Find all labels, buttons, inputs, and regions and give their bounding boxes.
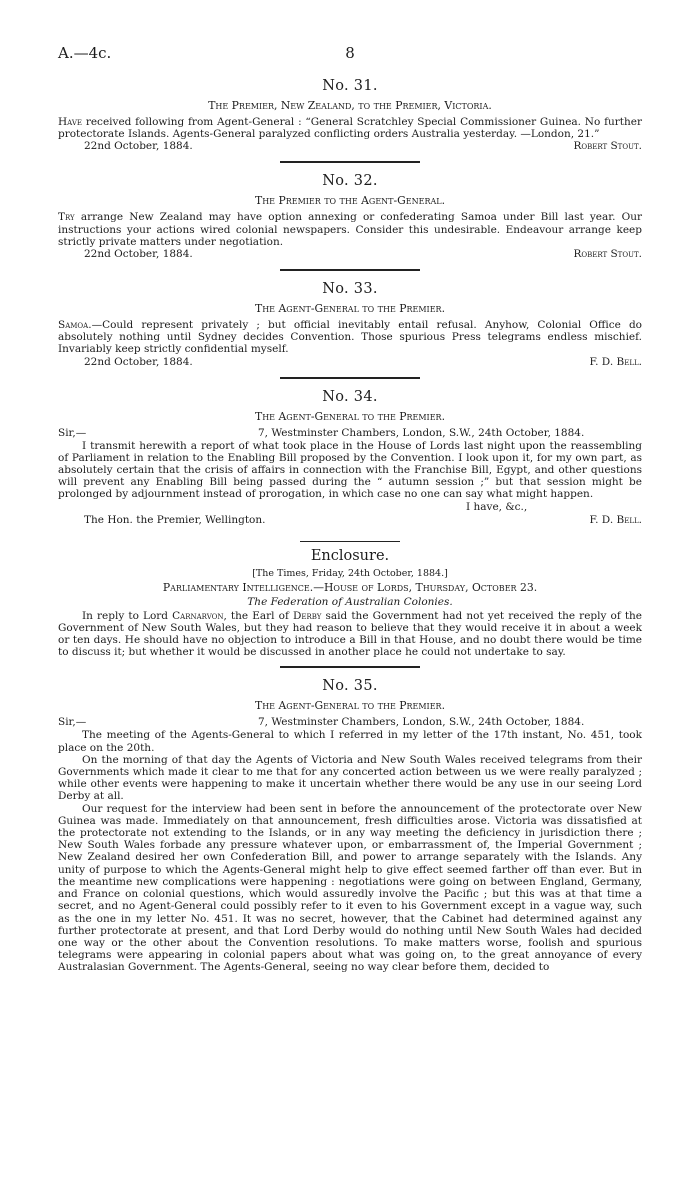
enclosure-subtitle: The Federation of Australian Colonies.	[247, 595, 453, 608]
telegram-31	[58, 78, 642, 163]
letter-heading: The Premier to the Agent-General.	[255, 194, 445, 208]
section-rule	[280, 377, 420, 379]
telegram-32	[58, 173, 642, 271]
sender-address: 7, Westminster Chambers, London, S.W., 24th October, 1884.	[258, 426, 585, 439]
body-text: —Could represent privately ; but official inevitably entail refusal. Anyhow, Colonial Office do absolutely nothing until Sydney decides Convention. Those spurious Press telegrams endless mischief. Invariably keep strictly confidential myself.	[58, 319, 642, 356]
letter-35	[58, 678, 642, 973]
salutation-line	[58, 427, 642, 440]
body-text: said the Government had not yet received the reply of the Government of New South Wales, but they had reason to believe that they would receive it in about a week or ten days. He should have no objection to introduce a Bill in that House, and no doubt there would be time to discuss it; but whether it would be discussed in another place he could not undertake to say.	[58, 609, 643, 659]
closing: I have, &c.,	[466, 500, 528, 513]
letter-body: I transmit herewith a report of what took place in the House of Lords last night upon the reassembling of Parliament in relation to the Enabling Bill proposed by the Convention. I look upon it, for my own part, as absolutely certain that the crisis of affairs in connection with the Franchise Bill, Egypt, and other questions will prevent any Enabling Bill being passed during the “ autumn session ;” but that session might be prolonged by adjournment instead of prorogation, in which case no one can say what might happen.	[58, 439, 642, 501]
section-rule	[280, 161, 420, 163]
sender-address: 7, Westminster Chambers, London, S.W., 24th October, 1884.	[258, 716, 585, 729]
enclosure-title: Enclosure.	[310, 547, 390, 564]
letter-date: 22nd October, 1884.	[84, 140, 193, 153]
salutation: Sir,—	[58, 426, 87, 439]
paragraph-1: The meeting of the Agents-General to which I referred in my letter of the 17th instant, No. 451, took place on the 20th.	[58, 729, 642, 754]
letter-number: No. 32.	[322, 173, 378, 190]
mid-text: , the Earl of	[223, 609, 289, 622]
name-carnarvon: Carnarvon	[172, 609, 224, 622]
letter-heading: The Agent-General to the Premier.	[255, 409, 445, 423]
letter-number: No. 31.	[322, 78, 378, 94]
paragraph-3: Our request for the interview had been sent in before the announcement of the protectorate over New Guinea was made. Immediately on that announcement, fresh difficulties arose. Victoria was dissatisfied at the protectorate not extending to the Islands, or in any way meeting the deficiency in jurisdiction there ; New South Wales forbade any pressure whatever upon, or embarrassment of, the Imperial Government ; New Zealand desired her own Confederation Bill, and power to arrange separately with the Islands. Any unity of purpose to which the Agents-General might help to give effect seemed farther off than ever. But in the meantime new complications were happening : negotiations were going on between England, Germany, and France on colonial questions, which would assuredly involve the Pacific ; but this was at that time a secret, and no Agent-General could possibly refer to it even to his Government except in a vague way, such as the one in my letter No. 451. It was no secret, however, that the Cabinet had determined against any further protectorate at present, and that Lord Derby would do nothing until New South Wales had decided one way or the other about the Convention resolutions. To make matters worse, foolish and spurious telegrams were appearing in colonial papers about what was going on, to the great annoyance of every Australasian Government. The Agents-General, seeing no way clear before them, decided to	[58, 802, 642, 974]
body-text: received following from Agent-General : “General Scratchley Special Commissioner Guinea. No further protectorate Islands. Agents-General paralyzed conflicting orders Australia yesterday. —London, 21.”	[58, 116, 642, 141]
signature: F. D. Bell.	[589, 355, 642, 368]
salutation-line	[58, 716, 642, 729]
running-header	[58, 44, 642, 68]
letter-heading: The Premier, New Zealand, to the Premier, Victoria.	[208, 99, 492, 112]
letter-body	[58, 319, 642, 356]
addressee: The Hon. the Premier, Wellington.	[84, 513, 266, 526]
signature: Robert Stout.	[573, 248, 642, 261]
letter-number: No. 34.	[322, 388, 378, 405]
letter-heading: The Agent-General to the Premier.	[255, 699, 445, 713]
closing-line	[58, 501, 642, 514]
section-rule	[280, 666, 420, 668]
date-signature-line	[58, 140, 642, 153]
date-signature-line	[58, 356, 642, 369]
letter-number: No. 35.	[322, 678, 378, 695]
lead-word: Have	[58, 116, 83, 128]
paper-reference: A.—4c.	[58, 44, 112, 62]
enclosure	[58, 548, 642, 669]
section-rule	[300, 541, 400, 542]
letter-34	[58, 389, 642, 542]
letter-body	[58, 211, 642, 248]
telegram-33	[58, 281, 642, 379]
enclosure-source: [The Times, Friday, 24th October, 1884.]	[252, 567, 448, 579]
salutation: Sir,—	[58, 716, 87, 729]
date-signature-line	[58, 248, 642, 261]
document-page	[58, 44, 642, 974]
enclosure-body	[58, 610, 642, 659]
signature: Robert Stout.	[573, 140, 642, 153]
letter-date: 22nd October, 1884.	[84, 355, 193, 368]
lead-word: Try	[58, 211, 75, 224]
page-number: 8	[345, 44, 355, 62]
enclosure-subhead: Parliamentary Intelligence.—House of Lords, Thursday, October 23.	[162, 580, 538, 594]
signature: F. D. Bell.	[589, 513, 642, 526]
section-rule	[280, 269, 420, 271]
letter-number: No. 33.	[322, 281, 378, 298]
lead-text: In reply to Lord	[82, 609, 169, 622]
letter-body	[58, 116, 642, 140]
body-text: arrange New Zealand may have option annexing or confederating Samoa under Bill last year. Our instructions your actions wired colonial newspapers. Consider this undesirable. Endeavour arrange keep strictly private matters under negotiation.	[58, 211, 642, 248]
paragraph-2: On the morning of that day the Agents of Victoria and New South Wales received telegrams from their Governments which made it clear to me that for any concerted action between us we were really paralyzed ; while other events were happening to make it uncertain whether there would be any use in our seeing Lord Derby at all.	[58, 753, 642, 803]
addressee-line	[58, 514, 642, 527]
letter-heading: The Agent-General to the Premier.	[255, 302, 445, 316]
lead-word: Samoa.	[58, 319, 92, 332]
letter-date: 22nd October, 1884.	[84, 248, 193, 261]
name-derby: Derby	[292, 609, 322, 622]
